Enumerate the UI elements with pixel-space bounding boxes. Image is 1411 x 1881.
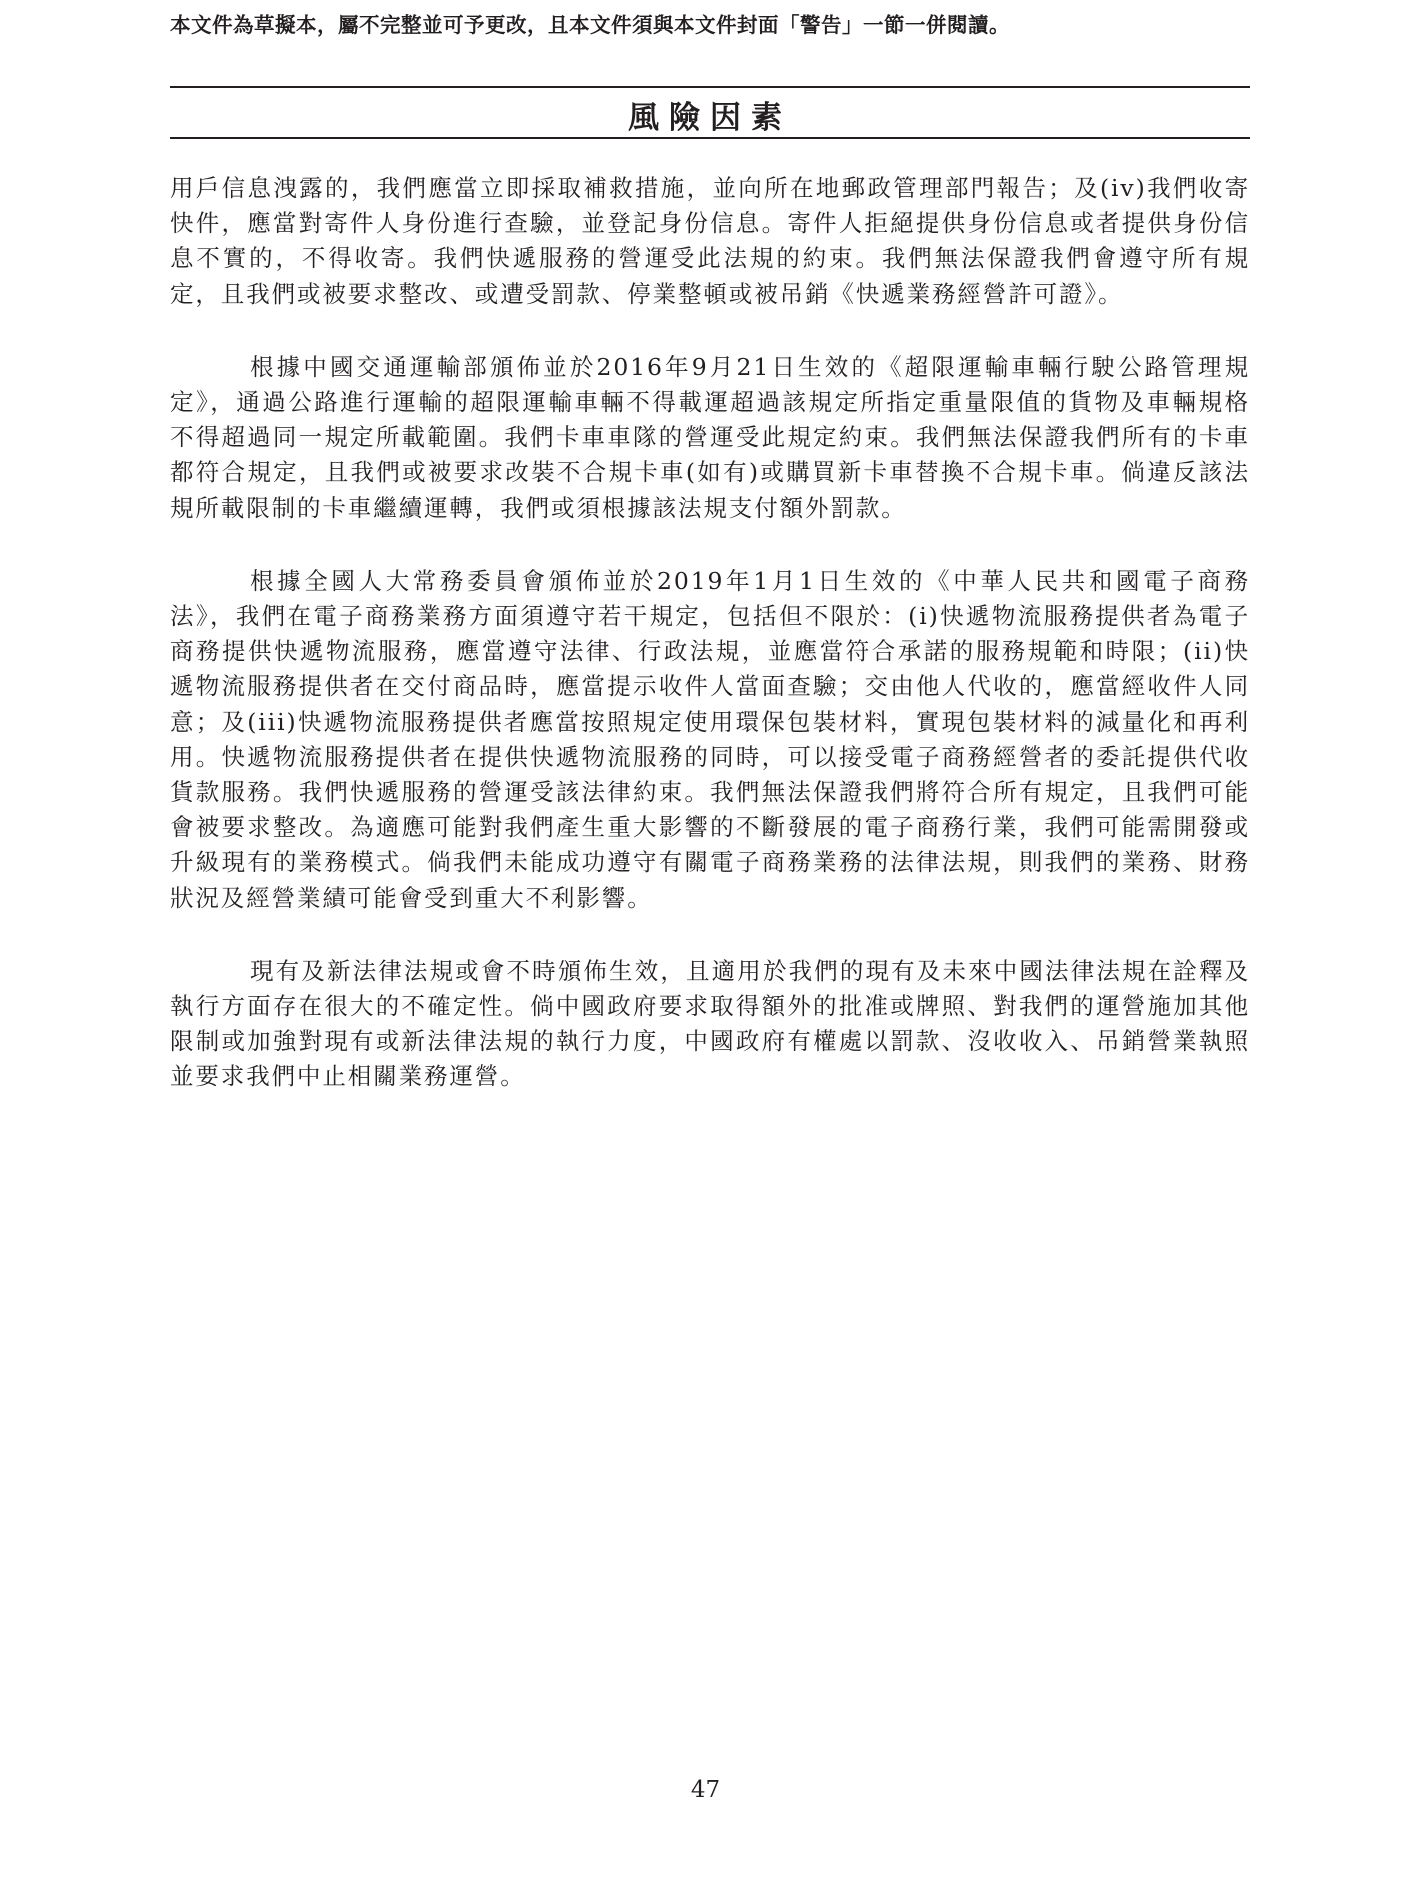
paragraph-3: 根據全國人大常務委員會頒佈並於2019年1月1日生效的《中華人民共和國電子商務法》，我們在電子商務業務方面須遵守若干規定，包括但不限於：(i)快遞物流服務提供者為電子商務提供快遞物流服務，應當遵守法律、行政法規，並應當符合承諾的服務規範和時限；(ii)快遞物流服務提供者在交付商品時，應當提示收件人當面查驗；交由他人代收的，應當經收件人同意；及(iii)快遞物流服務提供者應當按照規定使用環保包裝材料，實現包裝材料的減量化和再利用。快遞物流服務提供者在提供快遞物流服務的同時，可以接受電子商務經營者的委託提供代收貨款服務。我們快遞服務的營運受該法律約束。我們無法保證我們將符合所有規定，且我們可能會被要求整改。為適應可能對我們產生重大影響的不斷發展的電子商務行業，我們可能需開發或升級現有的業務模式。倘我們未能成功遵守有關電子商務業務的法律法規，則我們的業務、財務狀況及經營業績可能會受到重大不利影響。	[170, 566, 1250, 912]
title-bottom-rule	[170, 137, 1250, 139]
page-number: 47	[690, 1777, 721, 1803]
page-title: 風險因素	[628, 100, 792, 136]
paragraph-2: 根據中國交通運輸部頒佈並於2016年9月21日生效的《超限運輸車輛行駛公路管理規定》，通過公路進行運輸的超限運輸車輛不得載運超過該規定所指定重量限值的貨物及車輛規格不得超過同一規定所載範圍。我們卡車車隊的營運受此規定約束。我們無法保證我們所有的卡車都符合規定，且我們或被要求改裝不合規卡車(如有)或購買新卡車替換不合規卡車。倘違反該法規所載限制的卡車繼續運轉，我們或須根據該法規支付額外罰款。	[170, 352, 1250, 522]
body-text	[170, 171, 1250, 1133]
paragraph-4: 現有及新法律法規或會不時頒佈生效，且適用於我們的現有及未來中國法律法規在詮釋及執行方面存在很大的不確定性。倘中國政府要求取得額外的批准或牌照、對我們的運營施加其他限制或加強對現有或新法律法規的執行力度，中國政府有權處以罰款、沒收收入、吊銷營業執照並要求我們中止相關業務運營。	[170, 956, 1250, 1091]
title-top-rule	[170, 86, 1250, 88]
paragraph-1: 用戶信息洩露的，我們應當立即採取補救措施，並向所在地郵政管理部門報告；及(iv)我們收寄快件，應當對寄件人身份進行查驗，並登記身份信息。寄件人拒絕提供身份信息或者提供身份信息不實的，不得收寄。我們快遞服務的營運受此法規的約束。我們無法保證我們會遵守所有規定，且我們或被要求整改、或遭受罰款、停業整頓或被吊銷《快遞業務經營許可證》。	[170, 174, 1250, 308]
draft-notice: 本文件為草擬本，屬不完整並可予更改，且本文件須與本文件封面「警告」一節一併閱讀。	[170, 13, 1010, 37]
